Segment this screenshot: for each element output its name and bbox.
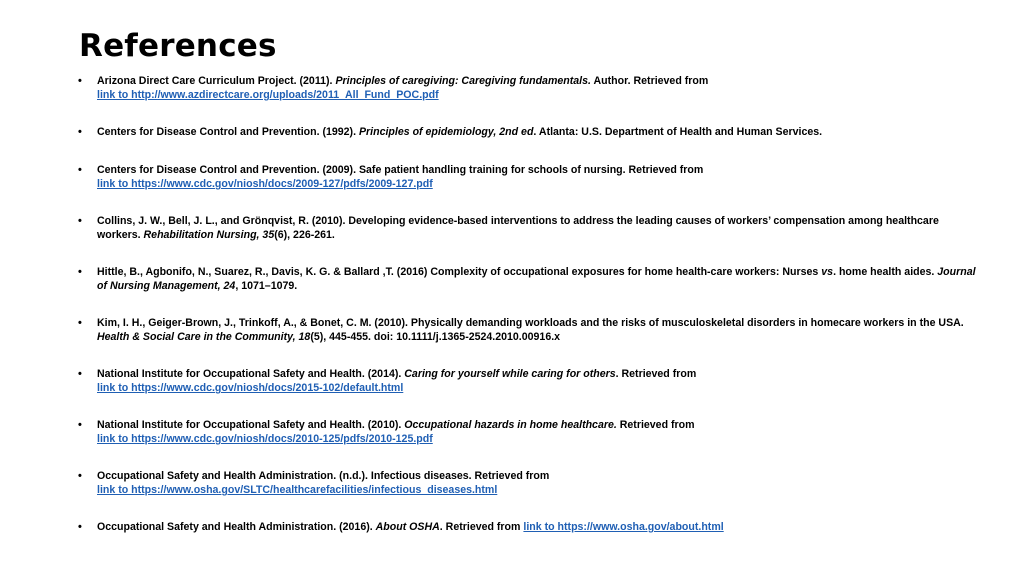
reference-item [78,418,977,446]
reference-text: . Atlanta: U.S. Department of Health and Human Services. [533,126,823,138]
reference-italic-text: vs [821,266,834,278]
reference-item [78,469,977,497]
reference-link[interactable]: link to https://www.osha.gov/about.html [523,521,724,533]
reference-text: Hittle, B., Agbonifo, N., Suarez, R., Davis, K. G. & Ballard ,T. (2016) Complexity of occupational exposures for home health-care workers: Nurses [97,266,822,278]
reference-italic-text: Caring for yourself while caring for others [404,368,616,380]
reference-link[interactable]: link to http://www.azdirectcare.org/uploads/2011_All_Fund_POC.pdf [97,89,439,101]
bullet: • [78,164,82,176]
reference-text: Centers for Disease Control and Prevention. (1992). [97,126,359,138]
reference-italic-text: About OSHA [375,521,440,533]
reference-item [78,520,977,534]
bullet: • [78,419,82,431]
reference-link[interactable]: link to https://www.osha.gov/SLTC/healthcarefacilities/infectious_diseases.html [97,484,498,496]
bullet: • [78,368,82,380]
bullet: • [78,521,82,533]
reference-text: (5), 445-455. doi: 10.1111/j.1365-2524.2010.00916.x [310,331,561,343]
reference-text: Occupational Safety and Health Administration. (n.d.). Infectious diseases. Retrieved from [97,470,550,482]
reference-text: . home health aides. [833,266,938,278]
reference-link[interactable]: link to https://www.cdc.gov/niosh/docs/2010-125/pdfs/2010-125.pdf [97,433,433,445]
reference-text: Author. Retrieved from [590,75,709,87]
reference-text: National Institute for Occupational Safety and Health. (2014). [97,368,405,380]
reference-text: Arizona Direct Care Curriculum Project. (2011). [97,75,336,87]
reference-italic-text: Principles of epidemiology, 2nd ed [358,126,534,138]
reference-text: , 1071–1079. [235,280,298,292]
reference-item [78,367,977,395]
reference-text: Kim, I. H., Geiger-Brown, J., Trinkoff, A., & Bonet, C. M. (2010). Physically demanding workloads and the risks of musculoskeletal disorders in homecare workers in the USA. [97,317,964,329]
reference-item [78,316,977,344]
reference-italic-text: Rehabilitation Nursing, 35 [143,229,275,241]
reference-text: Retrieved from [616,419,695,431]
page-title: References [79,28,277,64]
bullet: • [78,266,82,278]
reference-link[interactable]: link to https://www.cdc.gov/niosh/docs/2009-127/pdfs/2009-127.pdf [97,178,433,190]
reference-item [78,74,977,102]
reference-text: (6), 226-261. [274,229,335,241]
reference-italic-text: Principles of caregiving: Caregiving fundamentals. [335,75,591,87]
reference-text: . Retrieved from [615,368,697,380]
reference-italic-text: Health & Social Care in the Community, 18 [97,331,311,343]
reference-text: National Institute for Occupational Safety and Health. (2010). [97,419,405,431]
reference-text: Collins, J. W., Bell, J. L., and Grönqvist, R. (2010). Developing evidence-based interventions to address the leading causes of workers’ compensation among healthcare workers. [97,215,939,241]
bullet: • [78,470,82,482]
bullet: • [78,75,82,87]
reference-italic-text: Occupational hazards in home healthcare. [404,419,617,431]
reference-italic-text: Journal of Nursing Management, 24 [97,266,976,292]
reference-item [78,125,977,139]
reference-text: . Retrieved from [439,521,524,533]
reference-link[interactable]: link to https://www.cdc.gov/niosh/docs/2015-102/default.html [97,382,404,394]
bullet: • [78,126,82,138]
reference-text: Centers for Disease Control and Prevention. (2009). Safe patient handling training for schools of nursing. Retrieved from [97,164,704,176]
reference-item [78,265,977,293]
reference-item [78,163,977,191]
bullet: • [78,317,82,329]
reference-text: Occupational Safety and Health Administration. (2016). [97,521,376,533]
bullet: • [78,215,82,227]
reference-item [78,214,977,242]
